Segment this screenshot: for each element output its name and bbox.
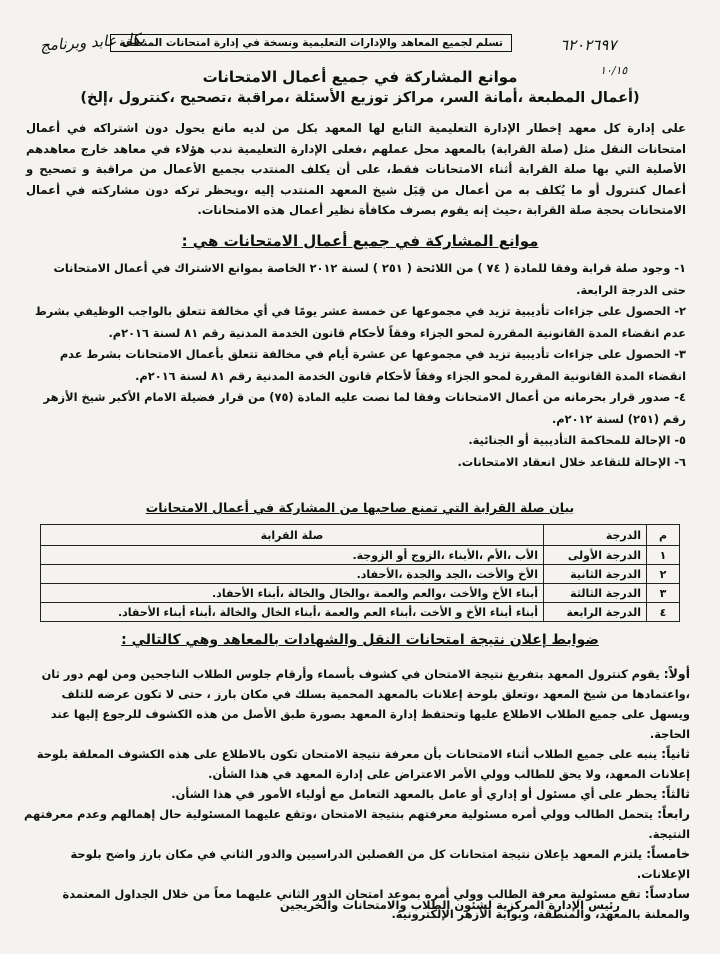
- intro-paragraph: على إدارة كل معهد إخطار الإدارة التعليمية التابع لها المعهد بكل من لديه مانع يحول دون اشتراكه في أعمال امتحانات النقل مثل (صلة القرابة) بالمعهد محل عملهم ،فعلى الإدارة التعليمية ندب هؤلاء في معاهد خارج معاهدهم الأصلية التي بها صلة القرابة أثناء الامتحانات فقط، على أن يكلف المنتدب بجميع الأعمال من مراقبة و تصحيح و أعمال كنترول أو ما يُكلف به من أعمال من قِبَل شيخ المعهد المنتدب إليه ،ويحظر تركه دون مشاركته في أعمال الامتحانات بحجة صلة القرابة ،حيث إنه يقوم بصرف مكافأة نظير أعمال هذه الامتحانات.: [26, 121, 686, 217]
- row-degree: الدرجة الثانية: [544, 565, 647, 584]
- handwritten-note: بكل عابد وبرنامج: [39, 29, 146, 55]
- header-index: م: [647, 525, 680, 546]
- row-degree: الدرجة الأولى: [544, 546, 647, 565]
- rule-label: ثانياً:: [661, 746, 690, 761]
- row-index: ٣: [647, 584, 680, 603]
- rule-text: يقوم كنترول المعهد بتفريغ نتيجة الامتحان في كشوف بأسماء وأرقام جلوس الطلاب الناجحين ومن لهم دور ثان ،واعتمادها من شيخ المعهد ،وتعلق بلوحة إعلانات بالمعهد المحمية بسلك في مكان بارز ، حتى لا تكون عرضه للتلف ويسهل على جميع الطلاب الاطلاع عليها وتحتفظ إدارة المعهد بصورة طبق الأصل من هذه الكشوف للرجوع إليها عند الحاجة.: [41, 667, 690, 741]
- table-row: [41, 546, 680, 565]
- results-rules: [22, 664, 690, 924]
- row-index: ٤: [647, 603, 680, 622]
- table-row: [41, 565, 680, 584]
- table-header-row: [41, 525, 680, 546]
- list-item: ٣- الحصول على جزاءات تأديبية تزيد في مجموعها عن عشرة أيام في مخالفة تتعلق بأعمال الامتحانات بشرط عدم انقضاء المدة القانونية المقررة لمحو الجزاء وفقاً لأحكام قانون الخدمة المدنية رقم ٨١ لسنة ٢٠١٦م.: [59, 347, 686, 383]
- row-relation: الأخ والأخت ،الجد والجدة ،الأحفاد.: [41, 565, 544, 584]
- obstacles-heading: موانع المشاركة في جميع أعمال الامتحانات هي :: [181, 232, 539, 250]
- row-relation: أبناء أبناء الأخ و الأخت ،أبناء العم والعمة ،أبناء الخال والخالة ،أبناء أبناء الأحفاد.: [41, 603, 544, 622]
- rule-label: ثالثاً:: [661, 786, 690, 801]
- rule-label: خامساً:: [646, 846, 690, 861]
- rule-text: يلتزم المعهد بإعلان نتيجة امتحانات كل من الفصلين الدراسيين والدور الثاني في مكان بارز واضح بلوحة الإعلانات.: [70, 847, 690, 881]
- table-row: [41, 603, 680, 622]
- handwritten-reference-number: ٦٢٠٢٦٩٧: [560, 36, 617, 54]
- list-item: ٢- الحصول على جزاءات تأديبية تزيد في مجموعها عن خمسة عشر يومًا في أي مخالفة تتعلق بالواجب الوظيفي بشرط عدم انقضاء المدة القانونية المقررة لمحو الجزاء وفقاً لأحكام قانون الخدمة المدنية رقم ٨١ لسنة ٢٠١٦م.: [34, 304, 686, 340]
- list-item: ١- وجود صلة قرابة وفقا للمادة ( ٧٤ ) من اللائحة ( ٢٥١ ) لسنة ٢٠١٢ الخاصة بموانع الاشتراك في أعمال الامتحانات حتى الدرجة الرابعة.: [53, 261, 686, 297]
- row-index: ٢: [647, 565, 680, 584]
- handwritten-date: ١٠/١٥: [600, 64, 628, 77]
- rule-label: رابعاً:: [657, 806, 690, 821]
- rule-text: يحظر على أي مسئول أو إداري أو عامل بالمعهد التعامل مع أولياء الأمور في هذا الشأن.: [171, 787, 662, 801]
- rule-label: سادساً:: [644, 886, 690, 901]
- row-relation: أبناء الأخ والأخت ،والعم والعمة ،والخال والخالة ،أبناء الأحفاد.: [41, 584, 544, 603]
- obstacles-list: [26, 258, 686, 473]
- row-degree: الدرجة الرابعة: [544, 603, 647, 622]
- rule-text: ينبه على جميع الطلاب أثناء الامتحانات بأن معرفة نتيجة الامتحان تكون بالاطلاع على هذه الكشوف المعلقة بلوحة إعلانات المعهد، ولا يحق للطالب وولي الأمر الاعتراض على إدارة المعهد في هذا الشأن.: [36, 747, 690, 781]
- rule-paragraph: [22, 844, 690, 884]
- rule-paragraph: [22, 744, 690, 784]
- rule-paragraph: [22, 784, 690, 804]
- results-rules-heading: ضوابط إعلان نتيجة امتحانات النقل والشهادات بالمعاهد وهي كالتالي :: [121, 632, 599, 648]
- list-item: ٥- الإحالة للمحاكمة التأديبية أو الجنائية.: [468, 433, 686, 447]
- list-item: ٤- صدور قرار بحرمانه من أعمال الامتحانات وفقا لما نصت عليه المادة (٧٥) من قرار فضيلة الامام الأكبر شيخ الأزهر رقم (٢٥١) لسنة ٢٠١٢م.: [43, 390, 686, 426]
- rule-text: يتحمل الطالب وولي أمره مسئولية معرفتهم بنتيجة الامتحان ،وتقع عليهما المسئولية حال إهمالهم وعدم معرفتهم النتيجة.: [24, 807, 690, 841]
- rule-paragraph: [22, 804, 690, 844]
- row-relation: الأب ،الأم ،الأبناء ،الزوج أو الزوجة.: [41, 546, 544, 565]
- list-item: ٦- الإحالة للتقاعد خلال انعقاد الامتحانات.: [457, 454, 686, 469]
- rule-paragraph: [22, 664, 690, 744]
- signature-title: رئيس الإدارة المركزية لشئون الطلاب والامتحانات والخريجين: [279, 898, 620, 912]
- header-relation: صلة القرابة: [41, 525, 544, 546]
- rule-label: أولاً:: [663, 666, 690, 681]
- document-subtitle: (أعمال المطبعة ،أمانة السر، مراكز توزيع الأسئلة ،مراقبة ،تصحيح ،كنترول ،إلخ): [80, 90, 640, 106]
- document-title: موانع المشاركة في جميع أعمال الامتحانات: [202, 68, 518, 86]
- row-degree: الدرجة الثالثة: [544, 584, 647, 603]
- rule-text: تقع مسئولية معرفة الطالب وولي أمره بموعد امتحان الدور الثاني عليهما معاً من خلال الجداول المعتمدة والمعلنة بالمعهد، والمنطقة، وبوابة الأزهر الإلكترونية.: [62, 887, 690, 921]
- table-row: [41, 584, 680, 603]
- kinship-table: [40, 524, 680, 622]
- header-degree: الدرجة: [544, 525, 647, 546]
- distribution-note-box: تسلم لجميع المعاهد والإدارات التعليمية ونسخة في إدارة امتحانات المنطقة: [110, 34, 512, 52]
- row-index: ١: [647, 546, 680, 565]
- kinship-table-title: بيان صلة القرابة التي تمنع صاحبها من المشاركة في أعمال الامتحانات: [145, 500, 575, 515]
